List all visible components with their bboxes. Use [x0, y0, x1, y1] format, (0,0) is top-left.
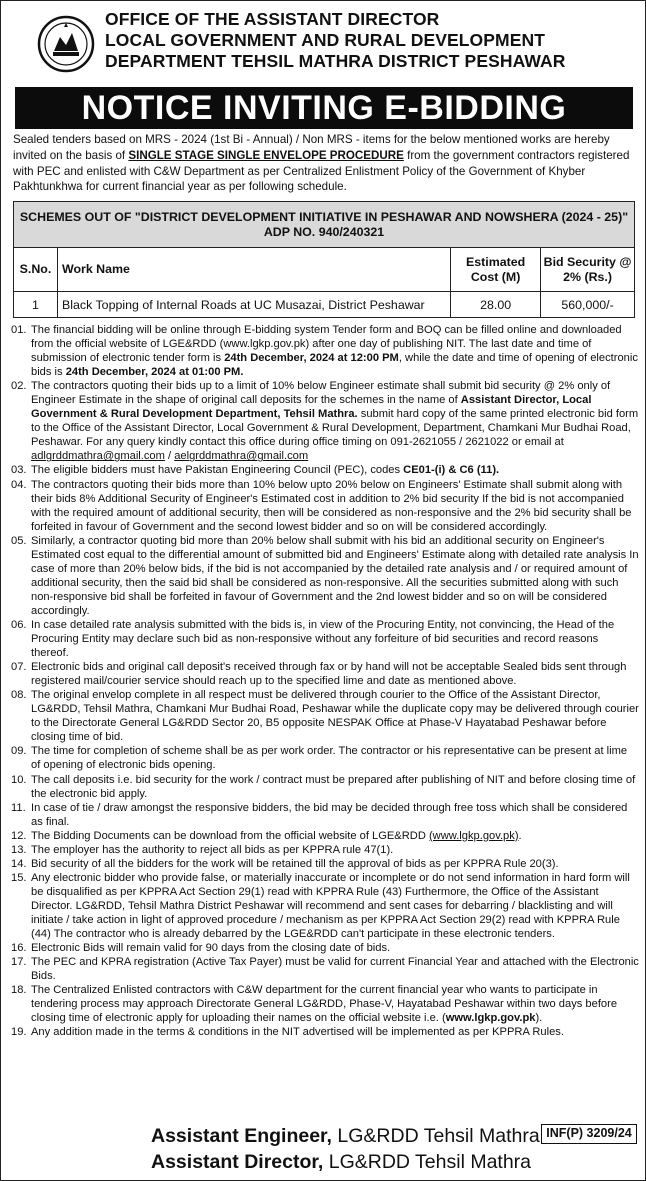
- clause-18: [11, 983, 639, 1025]
- clause-text: [31, 463, 639, 477]
- clause-number: 15.: [11, 871, 27, 884]
- clause-05: [11, 534, 639, 618]
- cell-sno: 1: [14, 292, 58, 318]
- clause-01: [11, 323, 639, 379]
- clause-number: 08.: [11, 689, 27, 702]
- clause-02: [11, 379, 639, 463]
- clause-text: The time for completion of scheme shall be as per work order. The contractor or his representative can be present at lime of opening of electronic bids opening.: [31, 745, 628, 772]
- col-header-cost: Estimated Cost (M): [451, 248, 541, 292]
- clause-text-part: ).: [535, 1012, 543, 1025]
- clause-text: [31, 323, 639, 379]
- clause-09: [11, 744, 639, 772]
- clause-15: [11, 871, 639, 941]
- clause-text-part: /: [164, 450, 175, 463]
- clause-text-part: The Bidding Documents can be download from the official website of LGE&RDD: [31, 829, 429, 842]
- signature-office: LG&RDD Tehsil Mathra: [331, 1125, 540, 1147]
- cell-security: 560,000/-: [541, 292, 635, 318]
- clause-03: [11, 463, 639, 477]
- clause-06: [11, 618, 639, 660]
- clause-text: Similarly, a contractor quoting bid more than 20% below shall submit with his bid an additional security on Engineer's Estimated cost equal to the differential amount of submitted bid and Engineers' Estimate along with detailed rate analysis In case of more than 20% below bids, if the bid is not accompanied by the detailed rate analysis and / or required amount of additional security, then the said bid shall be considered as non-responsive. All the securities submitted along with such non-responsive bid shall be forfeited in favour of Government and the 2nd lowest bidder and so on will be considered accordingly.: [31, 534, 639, 617]
- cell-cost: 28.00: [451, 292, 541, 318]
- cell-work: Black Topping of Internal Roads at UC Musazai, District Peshawar: [57, 292, 450, 318]
- clause-text: The call deposits i.e. bid security for the work / contract must be prepared after publishing of NIT and before closing time of the electronic bid apply.: [31, 773, 636, 800]
- clause-07: [11, 660, 639, 688]
- notice-title-banner: NOTICE INVITING E-BIDDING: [15, 87, 633, 129]
- clause-number: 18.: [11, 984, 27, 997]
- clause-number: 09.: [11, 745, 27, 758]
- clause-number: 06.: [11, 618, 27, 631]
- signature-role: Assistant Director,: [151, 1151, 324, 1173]
- clause-text: In case detailed rate analysis submitted with the bids is, in view of the Procuring Entity, not convincing, the Head of the Procuring Entity may declare such bid as non-responsive without any forfeiture of bid securities and record reasons thereof.: [31, 618, 615, 660]
- intro-text-2: from the government contractors registered with PEC and enlisted with C&W Department as per Centralized Enlistment Policy of the Government of Khyber Pakhtunkhwa for current financial year as per following schedule.: [13, 148, 630, 194]
- clause-text: The employer has the authority to reject all bids as per KPPRA rule 47(1).: [31, 843, 394, 856]
- clause-12: [11, 829, 639, 843]
- clause-text: The PEC and KPRA registration (Active Tax Payer) must be valid for current Financial Year and attached with the Electronic Bids.: [31, 956, 639, 983]
- clause-19: [11, 1025, 639, 1039]
- clause-number: 13.: [11, 843, 27, 856]
- clause-text: [31, 379, 639, 463]
- schemes-table: [13, 201, 635, 318]
- inf-reference-box: INF(P) 3209/24: [541, 1124, 637, 1144]
- clause-04: [11, 478, 639, 534]
- clause-text-part: The contractors quoting their bids up to a limit of 10% below Engineer estimate shall submit bid security @ 2% only of Engineer Estimate in the shape of original call deposits for the schemes in the name of: [31, 380, 611, 407]
- signature-assistant-engineer: [151, 1123, 540, 1149]
- clause-text: The contractors quoting their bids more than 10% below upto 20% below on Engineers' Estimate shall submit along with their bids 8% Additional Security of Engineer's Estimated cost in addition to 2% bid security If the bid is not accompanied with the required amount of additional security, then will be considered as non-responsive and the 2% bid security shall be forfeited in favour of Government and the second lowest bidder and so on will be considered accordingly.: [31, 478, 632, 533]
- procedure-name: SINGLE STAGE SINGLE ENVELOPE PROCEDURE: [128, 148, 404, 162]
- clause-text-part: .: [518, 829, 522, 842]
- clause-10: [11, 773, 639, 801]
- clause-text: The original envelop complete in all respect must be delivered through courier to the Office of the Assistant Director, LG&RDD, Tehsil Mathra, Chamkani Mur Budhai Road, Peshawar while the duplicate copy may be delivered through courier to the Directorate General LG&RDD Sector 20, B5 opposite NESPAK Office at Phase-V Hayatabad Peshawar before closing time of bid.: [31, 689, 639, 744]
- clause-number: 17.: [11, 956, 27, 969]
- clause-16: [11, 941, 639, 955]
- col-header-security: Bid Security @ 2% (Rs.): [541, 248, 635, 292]
- header: [1, 5, 646, 85]
- email-link-1[interactable]: adlgrddmathra@gmail.com: [31, 450, 165, 463]
- clause-number: 05.: [11, 534, 27, 547]
- clause-text: Bid security of all the bidders for the work will be retained till the approval of bids as per KPPRA Rule 20(3).: [31, 857, 559, 870]
- clause-text: Electronic Bids will remain valid for 90 days from the closing date of bids.: [31, 942, 391, 955]
- clause-text: [31, 829, 639, 843]
- clause-number: 03.: [11, 464, 27, 477]
- clause-number: 07.: [11, 661, 27, 674]
- header-line-3: DEPARTMENT TEHSIL MATHRA DISTRICT PESHAWAR: [105, 51, 566, 71]
- clause-number: 02.: [11, 380, 27, 393]
- clauses-list: [11, 323, 639, 1039]
- clause-number: 14.: [11, 857, 27, 870]
- clause-text-part: The eligible bidders must have Pakistan Engineering Council (PEC), codes: [31, 464, 404, 477]
- clause-bold: www.lgkp.gov.pk: [445, 1012, 536, 1025]
- intro-text-1: Sealed tenders based on MRS - 2024 (1st Bi - Annual) / Non MRS - items for the below mentioned works are hereby invited on the basis of: [13, 133, 610, 162]
- header-lines: [105, 9, 645, 72]
- clause-14: [11, 857, 639, 871]
- clause-text: Any addition made in the terms & conditions in the NIT advertised will be implemented as per KPPRA Rules.: [31, 1026, 564, 1039]
- email-link-2[interactable]: aelgrddmathra@gmail.com: [174, 450, 309, 463]
- clause-bold: Assistant Director, Local Government & Rural Development Department, Tehsil Mathra.: [31, 394, 592, 421]
- signature-role: Assistant Engineer,: [151, 1125, 332, 1147]
- intro-paragraph: [13, 132, 637, 195]
- clause-number: 16.: [11, 942, 27, 955]
- clause-text: In case of tie / draw amongst the responsive bidders, the bid may be decided through free toss which shall be considered as final.: [31, 801, 628, 828]
- clause-text: Any electronic bidder who provide false, or materially inaccurate or incomplete or do not send information in hard form will be disqualified as per KPPRA Act Section 29(1) read with KPPRA Rule (43) Furthermore, the Office of the Assistant Director. LG&RDD, Tehsil Mathra District Peshawar will recommend and sent cases for debarring / blacklisting and will initiate / take action in light of approved procedure / mechanism as per KPPRA Act Section 29(2) read with KPPRA Rule (44) The contractor who is already debarred by the LGE&RDD can't participate in these electronic tenders.: [31, 871, 630, 941]
- clause-number: 04.: [11, 478, 27, 491]
- scheme-title: SCHEMES OUT OF "DISTRICT DEVELOPMENT INITIATIVE IN PESHAWAR AND NOWSHERA (2024 - 25)" ADP NO. 940/240321: [14, 202, 635, 248]
- clause-text: [31, 983, 639, 1025]
- clause-number: 19.: [11, 1026, 27, 1039]
- footer: [1, 1119, 646, 1181]
- clause-text-part: The financial bidding will be online through E-bidding system Tender form and BOQ can be filled online and downloaded from the official website of LGE&RDD (www.lgkp.gov.pk) after one day of publishing NIT. The last date and time of submission of electronic tender form is: [31, 324, 622, 365]
- clause-11: [11, 801, 639, 829]
- govt-emblem-icon: [37, 15, 95, 73]
- clause-bold: 24th December, 2024 at 01:00 PM.: [65, 366, 244, 379]
- header-line-1: OFFICE OF THE ASSISTANT DIRECTOR: [105, 9, 440, 29]
- clause-08: [11, 688, 639, 744]
- clause-bold: 24th December, 2024 at 12:00 PM: [224, 352, 399, 365]
- table-row: [14, 292, 635, 318]
- clause-number: 10.: [11, 773, 27, 786]
- clause-bold: CE01-(i) & C6 (11).: [403, 464, 500, 477]
- clause-number: 11.: [11, 801, 26, 814]
- header-line-2: LOCAL GOVERNMENT AND RURAL DEVELOPMENT: [105, 30, 546, 50]
- clause-17: [11, 955, 639, 983]
- clause-13: [11, 843, 639, 857]
- clause-number: 01.: [11, 324, 27, 336]
- col-header-work: Work Name: [57, 248, 450, 292]
- signature-assistant-director: [151, 1149, 531, 1175]
- col-header-sno: S.No.: [14, 248, 58, 292]
- clause-text-part: The Centralized Enlisted contractors with C&W department for the current financial year who wants to participate in tendering process may approach Directorate General LG&RDD, Phase-V, Hayatabad Peshawar within two days before closing time of electronic apply for uploading their names on the official website i.e. (: [31, 984, 618, 1025]
- signature-office: LG&RDD Tehsil Mathra: [323, 1151, 532, 1173]
- clause-text-part: , while the date and time of opening of electronic bids is: [31, 352, 638, 379]
- clause-number: 12.: [11, 829, 27, 842]
- clause-text: Electronic bids and original call deposit's received through fax or by hand will not be acceptable Sealed bids sent through registered mail/courier service should reach up to the specified lime and date as mentioned above.: [31, 661, 627, 688]
- clause-text-part: submit hard copy of the same printed electronic bid form to the Office of the Assistant Director, Local Government & Rural Development, Department, Chamkani Mur Budhai Road, Peshawar. For any query kindly contact this office during office timing on 091-2621055 / 2621022 or email at: [31, 408, 639, 449]
- website-link[interactable]: (www.lgkp.gov.pk): [428, 829, 519, 842]
